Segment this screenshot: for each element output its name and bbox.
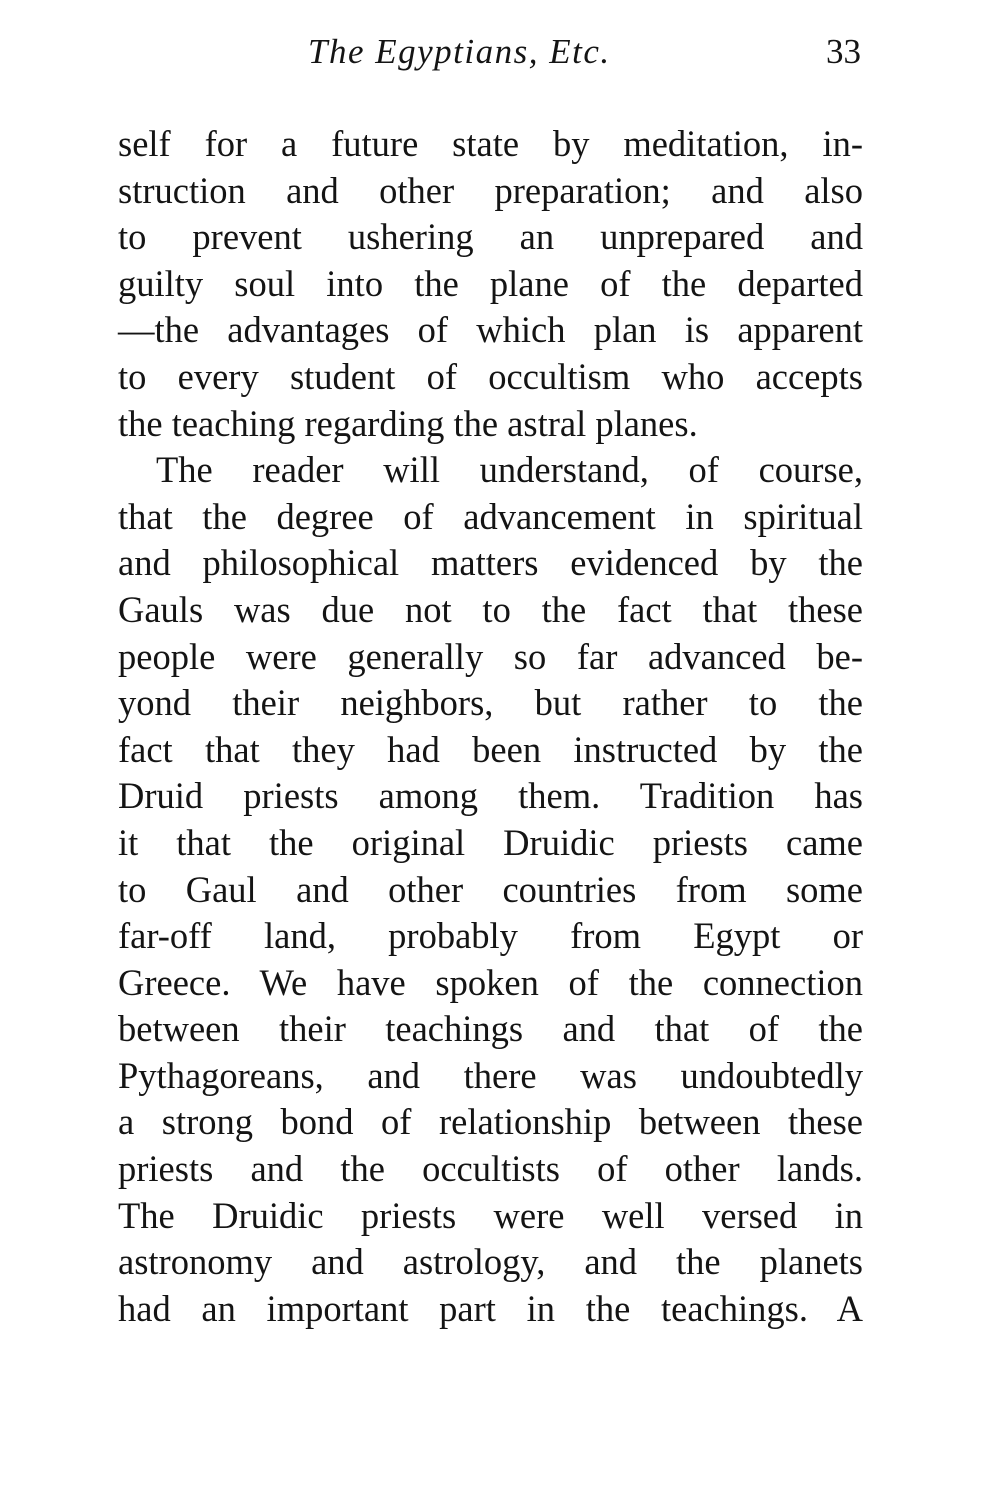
text-line: fact that they had been instructed by the	[118, 728, 863, 770]
text-line: The reader will understand, of course,	[156, 449, 863, 491]
text-line: had an important part in the teachings. A	[118, 1287, 863, 1329]
text-line: far-off land, probably from Egypt or	[118, 915, 863, 957]
running-title: The Egyptians, Etc.	[308, 32, 611, 71]
page-number: 33	[826, 32, 861, 71]
text-line: that the degree of advancement in spiritual	[118, 495, 863, 537]
paragraph-druids	[118, 447, 863, 1332]
text-line: people were generally so far advanced be-	[118, 635, 863, 677]
text-line: Pythagoreans, and there was undoubtedly	[118, 1054, 863, 1096]
text-line: self for a future state by meditation, in-	[118, 123, 863, 164]
text-line: to prevent ushering an unprepared and	[118, 216, 863, 258]
text-line: —the advantages of which plan is apparent	[118, 309, 863, 351]
text-line: guilty soul into the plane of the departed	[118, 262, 863, 304]
text-line: a strong bond of relationship between these	[118, 1101, 863, 1143]
text-line: struction and other preparation; and also	[118, 169, 863, 211]
text-line: and philosophical matters evidenced by the	[118, 542, 863, 584]
text-line: the teaching regarding the astral planes.	[118, 402, 698, 444]
text-line: Gauls was due not to the fact that these	[118, 588, 863, 630]
text-line: priests and the occultists of other lands.	[118, 1148, 863, 1190]
body-text	[118, 121, 863, 1332]
text-line: yond their neighbors, but rather to the	[118, 682, 863, 724]
text-line: to every student of occultism who accepts	[118, 355, 863, 397]
text-line: astronomy and astrology, and the planets	[118, 1241, 863, 1283]
running-head	[118, 28, 863, 76]
paragraph-continued	[118, 121, 863, 447]
text-line: Druid priests among them. Tradition has	[118, 775, 863, 817]
text-line: to Gaul and other countries from some	[118, 868, 863, 910]
text-line: between their teachings and that of the	[118, 1008, 863, 1050]
text-line: Greece. We have spoken of the connection	[118, 961, 863, 1003]
text-line: it that the original Druidic priests came	[118, 821, 863, 863]
text-line: The Druidic priests were well versed in	[118, 1194, 863, 1236]
